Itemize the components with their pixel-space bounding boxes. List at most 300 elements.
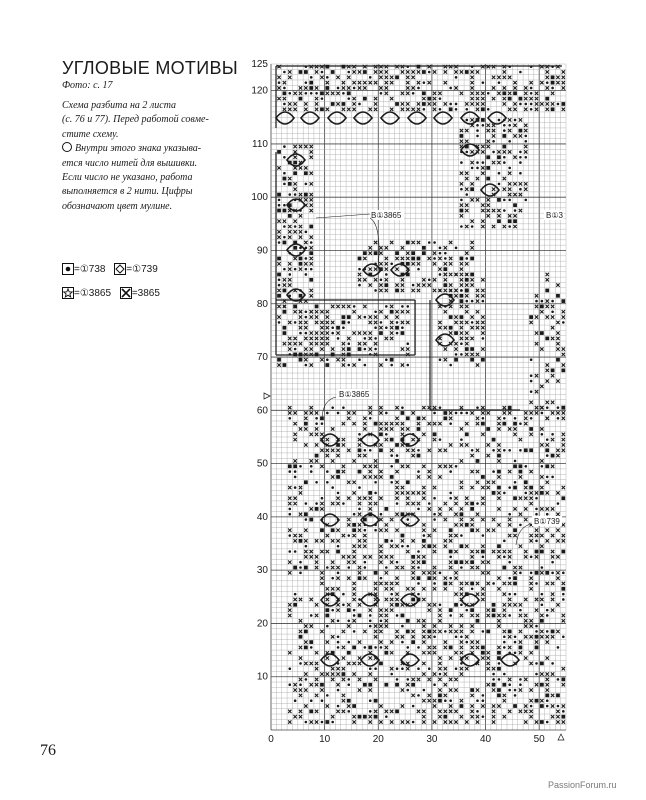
solid-stitch-mark	[347, 315, 351, 319]
cross-stitch-mark	[508, 603, 511, 606]
cross-stitch-mark	[481, 220, 484, 223]
cross-stitch-mark	[449, 241, 452, 244]
cross-stitch-mark	[556, 513, 559, 516]
solid-stitch-mark	[508, 97, 512, 101]
cross-stitch-mark	[352, 491, 355, 494]
solid-stitch-mark	[395, 251, 399, 255]
solid-stitch-mark	[417, 65, 421, 69]
solid-stitch-mark	[470, 560, 474, 564]
cross-stitch-mark	[513, 124, 516, 127]
solid-stitch-mark	[460, 294, 464, 298]
dot-stitch-mark	[551, 561, 554, 564]
y-tick-label: 110	[252, 138, 268, 150]
cross-stitch-mark	[428, 102, 431, 105]
dot-stitch-mark	[305, 268, 308, 271]
cross-stitch-mark	[293, 502, 296, 505]
dot-stitch-mark	[535, 625, 538, 628]
dot-stitch-mark	[551, 300, 554, 303]
solid-stitch-mark	[363, 251, 367, 255]
dot-stitch-mark	[358, 268, 361, 271]
cross-stitch-mark	[422, 545, 425, 548]
dot-stitch-mark	[492, 449, 495, 452]
cross-stitch-mark	[497, 150, 500, 153]
cross-stitch-mark	[379, 310, 382, 313]
dot-stitch-mark	[428, 71, 431, 74]
solid-stitch-mark	[551, 630, 555, 634]
cross-stitch-mark	[363, 305, 366, 308]
cross-stitch-mark	[310, 209, 313, 212]
solid-stitch-mark	[315, 353, 319, 357]
cross-stitch-mark	[283, 342, 286, 345]
cross-stitch-mark	[374, 315, 377, 318]
dot-stitch-mark	[460, 534, 463, 537]
cross-stitch-mark	[470, 566, 473, 569]
cross-stitch-mark	[320, 465, 323, 468]
cross-stitch-mark	[395, 267, 398, 270]
cross-stitch-mark	[465, 561, 468, 564]
dot-stitch-mark	[374, 326, 377, 329]
cross-stitch-mark	[508, 118, 511, 121]
solid-stitch-mark	[363, 715, 367, 719]
solid-stitch-mark	[288, 214, 292, 218]
dot-stitch-mark	[390, 481, 393, 484]
cross-stitch-mark	[331, 561, 334, 564]
solid-stitch-mark	[470, 528, 474, 532]
dot-stitch-mark	[508, 614, 511, 617]
solid-stitch-mark	[508, 406, 512, 410]
cross-stitch-mark	[347, 497, 350, 500]
cross-stitch-mark	[529, 624, 532, 627]
dot-stitch-mark	[401, 326, 404, 329]
solid-stitch-mark	[492, 438, 496, 442]
solid-stitch-mark	[358, 470, 362, 474]
solid-stitch-mark	[379, 432, 383, 436]
cross-stitch-mark	[417, 710, 420, 713]
cross-stitch-mark	[470, 97, 473, 100]
cross-stitch-mark	[390, 81, 393, 84]
cross-stitch-mark	[395, 470, 398, 473]
cross-stitch-mark	[363, 278, 366, 281]
cross-stitch-mark	[556, 529, 559, 532]
cross-stitch-mark	[411, 449, 414, 452]
cross-stitch-mark	[315, 443, 318, 446]
solid-stitch-mark	[470, 582, 474, 586]
cross-stitch-mark	[299, 214, 302, 217]
cross-stitch-mark	[283, 278, 286, 281]
dot-stitch-mark	[541, 465, 544, 468]
solid-stitch-mark	[535, 635, 539, 639]
cross-stitch-mark	[304, 555, 307, 558]
cross-stitch-mark	[358, 539, 361, 542]
cross-stitch-mark	[529, 534, 532, 537]
cross-stitch-mark	[551, 92, 554, 95]
cross-stitch-mark	[492, 209, 495, 212]
dot-stitch-mark	[283, 156, 286, 159]
cross-stitch-mark	[293, 108, 296, 111]
dot-stitch-mark	[396, 332, 399, 335]
dot-stitch-mark	[294, 193, 297, 196]
dot-stitch-mark	[503, 124, 506, 127]
cross-stitch-mark	[546, 273, 549, 276]
cross-stitch-mark	[310, 683, 313, 686]
dot-stitch-mark	[364, 529, 367, 532]
dot-stitch-mark	[557, 406, 560, 409]
cross-stitch-mark	[535, 294, 538, 297]
solid-stitch-mark	[331, 102, 335, 106]
cross-stitch-mark	[529, 587, 532, 590]
cross-stitch-mark	[395, 310, 398, 313]
dot-stitch-mark	[514, 481, 517, 484]
dot-stitch-mark	[519, 572, 522, 575]
solid-stitch-mark	[320, 107, 324, 111]
dot-stitch-mark	[476, 167, 479, 170]
dot-stitch-mark	[546, 609, 549, 612]
cross-stitch-mark	[288, 710, 291, 713]
solid-stitch-mark	[325, 86, 329, 90]
dot-stitch-mark	[396, 614, 399, 617]
photo-reference: Фото: с. 17	[62, 80, 113, 91]
dot-stitch-mark	[428, 278, 431, 281]
dot-stitch-mark	[476, 710, 479, 713]
solid-stitch-mark	[417, 576, 421, 580]
cross-stitch-mark	[293, 257, 296, 260]
cross-stitch-mark	[374, 267, 377, 270]
cross-stitch-mark	[411, 411, 414, 414]
cross-stitch-mark	[379, 422, 382, 425]
dot-stitch-mark	[401, 625, 404, 628]
cross-stitch-mark	[395, 576, 398, 579]
cross-stitch-mark	[519, 513, 522, 516]
solid-stitch-mark	[519, 646, 523, 650]
cross-stitch-mark	[315, 342, 318, 345]
cross-stitch-mark	[320, 630, 323, 633]
cross-stitch-mark	[546, 108, 549, 111]
solid-stitch-mark	[497, 219, 501, 223]
cross-stitch-mark	[476, 529, 479, 532]
solid-stitch-mark	[374, 699, 378, 703]
dot-stitch-mark	[353, 305, 356, 308]
dot-stitch-mark	[514, 689, 517, 692]
cross-stitch-mark	[492, 188, 495, 191]
cross-stitch-mark	[524, 92, 527, 95]
dot-stitch-mark	[305, 316, 308, 319]
solid-stitch-mark	[304, 422, 308, 426]
cross-stitch-mark	[304, 539, 307, 542]
solid-stitch-mark	[411, 598, 415, 602]
cross-stitch-mark	[336, 102, 339, 105]
dot-stitch-mark	[514, 593, 517, 596]
cross-stitch-mark	[304, 688, 307, 691]
cross-stitch-mark	[449, 688, 452, 691]
dot-stitch-mark	[465, 641, 468, 644]
cross-stitch-mark	[336, 502, 339, 505]
dot-stitch-mark	[546, 630, 549, 633]
cross-stitch-mark	[562, 433, 565, 436]
cross-stitch-mark	[476, 198, 479, 201]
cross-stitch-mark	[487, 443, 490, 446]
cross-stitch-mark	[529, 433, 532, 436]
cross-stitch-mark	[369, 411, 372, 414]
cross-stitch-mark	[379, 720, 382, 723]
cross-stitch-mark	[310, 406, 313, 409]
dot-stitch-mark	[305, 257, 308, 260]
cross-stitch-mark	[315, 86, 318, 89]
solid-stitch-mark	[556, 294, 560, 298]
solid-stitch-mark	[481, 646, 485, 650]
dot-stitch-mark	[508, 683, 511, 686]
cross-stitch-mark	[449, 507, 452, 510]
cross-stitch-mark	[411, 635, 414, 638]
cross-stitch-mark	[540, 598, 543, 601]
cross-stitch-mark	[352, 102, 355, 105]
cross-stitch-mark	[342, 667, 345, 670]
dot-stitch-mark	[283, 204, 286, 207]
cross-stitch-mark	[562, 486, 565, 489]
cross-stitch-mark	[283, 97, 286, 100]
cross-stitch-mark	[519, 182, 522, 185]
dot-stitch-mark	[369, 710, 372, 713]
cross-stitch-mark	[529, 97, 532, 100]
solid-stitch-mark	[481, 651, 485, 655]
cross-stitch-mark	[470, 470, 473, 473]
dot-stitch-mark	[326, 481, 329, 484]
cross-stitch-mark	[395, 481, 398, 484]
cross-stitch-mark	[470, 337, 473, 340]
solid-stitch-mark	[513, 582, 517, 586]
cross-stitch-mark	[535, 529, 538, 532]
cross-stitch-mark	[369, 315, 372, 318]
cross-stitch-mark	[551, 694, 554, 697]
y-tick-label: 90	[256, 245, 268, 257]
cross-stitch-mark	[540, 385, 543, 388]
cross-stitch-mark	[470, 614, 473, 617]
cross-stitch-mark	[562, 76, 565, 79]
cross-stitch-mark	[524, 518, 527, 521]
solid-stitch-mark	[358, 576, 362, 580]
dot-stitch-mark	[498, 81, 501, 84]
cross-stitch-mark	[395, 422, 398, 425]
callout-leader	[516, 524, 531, 545]
note-line: Если число не указано, работа	[62, 172, 193, 184]
cross-stitch-mark	[460, 140, 463, 143]
cross-stitch-mark	[470, 220, 473, 223]
cross-stitch-mark	[470, 715, 473, 718]
dot-stitch-mark	[385, 358, 388, 361]
dot-stitch-mark	[508, 561, 511, 564]
dot-stitch-mark	[390, 593, 393, 596]
cross-stitch-mark	[315, 108, 318, 111]
cross-stitch-mark	[342, 710, 345, 713]
cross-stitch-mark	[379, 704, 382, 707]
dot-stitch-mark	[546, 81, 549, 84]
dot-stitch-mark	[380, 321, 383, 324]
dot-stitch-mark	[535, 300, 538, 303]
cross-stitch-mark	[476, 640, 479, 643]
cross-stitch-mark	[535, 598, 538, 601]
dot-stitch-mark	[369, 449, 372, 452]
dot-stitch-mark	[503, 156, 506, 159]
dot-stitch-mark	[492, 678, 495, 681]
cross-stitch-mark	[460, 337, 463, 340]
cross-stitch-mark	[390, 561, 393, 564]
cross-stitch-mark	[487, 129, 490, 132]
dot-stitch-mark	[396, 678, 399, 681]
dot-stitch-mark	[439, 108, 442, 111]
cross-stitch-mark	[352, 331, 355, 334]
dot-stitch-mark	[305, 273, 308, 276]
cross-stitch-mark	[315, 310, 318, 313]
dot-stitch-mark	[530, 358, 533, 361]
cross-stitch-mark	[406, 321, 409, 324]
solid-stitch-mark	[470, 608, 474, 612]
solid-stitch-mark	[486, 155, 490, 159]
cross-stitch-mark	[352, 587, 355, 590]
dot-stitch-mark	[347, 97, 350, 100]
cross-stitch-mark	[331, 539, 334, 542]
solid-stitch-mark	[497, 486, 501, 490]
cross-stitch-mark	[492, 518, 495, 521]
cross-stitch-mark	[481, 289, 484, 292]
cross-stitch-mark	[342, 678, 345, 681]
dot-stitch-mark	[498, 183, 501, 186]
dot-stitch-mark	[433, 412, 436, 415]
dot-stitch-mark	[305, 502, 308, 505]
cross-stitch-mark	[428, 81, 431, 84]
cross-stitch-mark	[422, 571, 425, 574]
solid-stitch-mark	[540, 720, 544, 724]
cross-stitch-mark	[444, 102, 447, 105]
cross-stitch-mark	[347, 411, 350, 414]
cross-stitch-mark	[310, 145, 313, 148]
cross-stitch-mark	[277, 97, 280, 100]
cross-stitch-mark	[449, 257, 452, 260]
dot-stitch-mark	[508, 199, 511, 202]
cross-stitch-mark	[406, 491, 409, 494]
cross-stitch-mark	[358, 678, 361, 681]
solid-stitch-mark	[309, 251, 313, 255]
cross-stitch-mark	[379, 443, 382, 446]
cross-stitch-mark	[277, 235, 280, 238]
solid-stitch-mark	[476, 459, 480, 463]
cross-stitch-mark	[310, 720, 313, 723]
cross-stitch-mark	[406, 86, 409, 89]
solid-stitch-mark	[368, 683, 372, 687]
cross-stitch-mark	[299, 491, 302, 494]
solid-stitch-mark	[492, 683, 496, 687]
cross-stitch-mark	[342, 422, 345, 425]
dot-stitch-mark	[315, 417, 318, 420]
solid-stitch-mark	[443, 582, 447, 586]
cross-stitch-mark	[411, 454, 414, 457]
cross-stitch-mark	[454, 688, 457, 691]
dot-stitch-mark	[546, 513, 549, 516]
cross-stitch-mark	[497, 624, 500, 627]
solid-stitch-mark	[460, 560, 464, 564]
cross-stitch-mark	[449, 331, 452, 334]
cross-stitch-mark	[299, 315, 302, 318]
cross-stitch-mark	[310, 433, 313, 436]
cross-stitch-mark	[476, 326, 479, 329]
solid-stitch-mark	[427, 97, 431, 101]
cross-stitch-mark	[454, 678, 457, 681]
dot-stitch-mark	[374, 529, 377, 532]
cross-stitch-mark	[422, 619, 425, 622]
cross-stitch-mark	[406, 427, 409, 430]
solid-stitch-mark	[401, 331, 405, 335]
dot-stitch-mark	[460, 438, 463, 441]
solid-stitch-mark	[417, 454, 421, 458]
cross-stitch-mark	[277, 315, 280, 318]
solid-stitch-mark	[449, 326, 453, 330]
cross-stitch-mark	[326, 326, 329, 329]
cross-stitch-mark	[379, 608, 382, 611]
cross-stitch-mark	[320, 582, 323, 585]
dot-stitch-mark	[423, 81, 426, 84]
solid-stitch-mark	[492, 608, 496, 612]
backstitch-motif	[488, 112, 506, 124]
cross-stitch-mark	[524, 555, 527, 558]
cross-stitch-mark	[320, 433, 323, 436]
dot-stitch-mark	[449, 422, 452, 425]
solid-stitch-mark	[470, 507, 474, 511]
cross-stitch-mark	[395, 566, 398, 569]
y-tick-label: 30	[256, 565, 268, 577]
dot-stitch-mark	[401, 545, 404, 548]
dot-stitch-mark	[406, 646, 409, 649]
cross-stitch-mark	[524, 417, 527, 420]
cross-stitch-mark	[540, 443, 543, 446]
cross-stitch-mark	[363, 534, 366, 537]
dot-stitch-mark	[305, 678, 308, 681]
dot-stitch-mark	[524, 199, 527, 202]
cross-stitch-mark	[336, 529, 339, 532]
cross-stitch-mark	[438, 257, 441, 260]
cross-stitch-mark	[481, 97, 484, 100]
cross-stitch-mark	[315, 331, 318, 334]
cross-stitch-mark	[299, 678, 302, 681]
cross-stitch-mark	[460, 283, 463, 286]
cross-stitch-mark	[551, 401, 554, 404]
dot-stitch-mark	[417, 566, 420, 569]
callout-leader	[316, 214, 379, 270]
cross-stitch-mark	[395, 592, 398, 595]
cross-stitch-mark	[406, 667, 409, 670]
cross-stitch-mark	[326, 331, 329, 334]
cross-stitch-mark	[481, 315, 484, 318]
cross-stitch-mark	[390, 518, 393, 521]
cross-stitch-mark	[310, 193, 313, 196]
dot-stitch-mark	[347, 321, 350, 324]
solid-stitch-mark	[422, 539, 426, 543]
solid-stitch-mark	[325, 720, 329, 724]
solid-stitch-mark	[556, 358, 560, 362]
cross-stitch-mark	[428, 507, 431, 510]
cross-stitch-mark	[315, 70, 318, 73]
dot-stitch-mark	[503, 641, 506, 644]
cross-stitch-mark	[519, 475, 522, 478]
cross-stitch-mark	[487, 204, 490, 207]
solid-stitch-mark	[331, 70, 335, 74]
dot-stitch-mark	[503, 556, 506, 559]
dot-stitch-mark	[524, 135, 527, 138]
cross-stitch-mark	[476, 108, 479, 111]
cross-stitch-mark	[315, 614, 318, 617]
cross-stitch-mark	[433, 262, 436, 265]
cross-stitch-mark	[299, 326, 302, 329]
cross-stitch-mark	[497, 619, 500, 622]
cross-stitch-mark	[481, 497, 484, 500]
cross-stitch-mark	[422, 491, 425, 494]
